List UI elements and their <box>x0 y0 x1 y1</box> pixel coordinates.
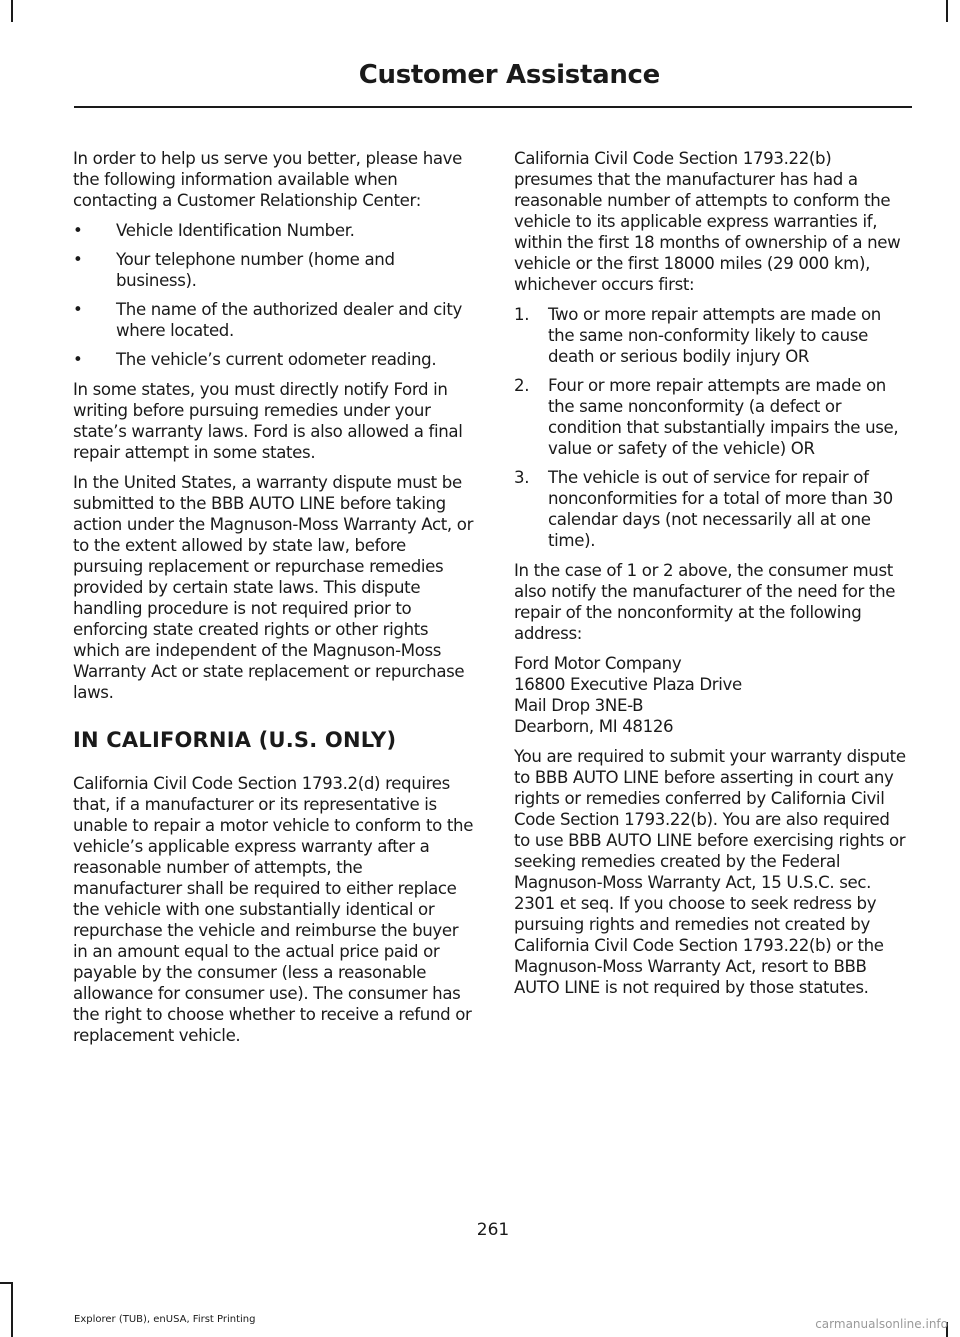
header-divider <box>74 106 912 108</box>
left-column <box>73 148 475 1055</box>
list-item <box>73 349 475 370</box>
intro-paragraph: In order to help us serve you better, please have the following information available when contacting a Customer Relationship Center: <box>73 149 463 210</box>
footer-edition: Explorer (TUB), enUSA, First Printing <box>74 1314 256 1325</box>
list-item <box>514 467 910 551</box>
list-item <box>514 375 910 459</box>
address-line: 16800 Executive Plaza Drive <box>514 675 742 694</box>
list-item-text: The name of the authorized dealer and city where located. <box>116 300 462 340</box>
crop-mark-bottom-left-horizontal <box>0 1282 13 1284</box>
address-line: Mail Drop 3NE-B <box>514 696 644 715</box>
list-item-number: 2. <box>514 376 530 395</box>
bullet-icon: • <box>73 300 83 319</box>
bullet-icon: • <box>73 350 83 369</box>
list-item-text: The vehicle’s current odometer reading. <box>116 350 437 369</box>
list-item <box>514 304 910 367</box>
notify-paragraph: In the case of 1 or 2 above, the consumer must also notify the manufacturer of the need for the repair of the nonconformity at the following address: <box>514 561 896 643</box>
list-item <box>73 249 475 291</box>
bullet-icon: • <box>73 221 83 240</box>
page-number: 261 <box>476 1220 510 1240</box>
watermark: carmanualsonline.info <box>815 1317 948 1331</box>
list-item-number: 1. <box>514 305 530 324</box>
civil-code-intro-paragraph: California Civil Code Section 1793.22(b) presumes that the manufacturer has had a reasonable number of attempts to conform the vehicle to its applicable express warranties if, within the first 18 months of ownership of a new vehicle or the first 18000 miles (29 000 km), whichever occurs first: <box>514 149 901 294</box>
list-item-text: Your telephone number (home and business). <box>116 250 395 290</box>
list-item-text: Vehicle Identification Number. <box>116 221 355 240</box>
list-item-number: 3. <box>514 468 530 487</box>
address-line: Ford Motor Company <box>514 654 682 673</box>
california-heading: IN CALIFORNIA (U.S. ONLY) <box>73 728 397 752</box>
list-item <box>73 299 475 341</box>
address-line: Dearborn, MI 48126 <box>514 717 674 736</box>
list-item-text: The vehicle is out of service for repair of nonconformities for a total of more than 30 calendar days (not necessarily all at one time). <box>548 468 893 550</box>
states-paragraph: In some states, you must directly notify Ford in writing before pursuing remedies under your state’s warranty laws. Ford is also allowed a final repair attempt in some states. <box>73 380 463 462</box>
conditions-numbered-list <box>514 304 910 551</box>
required-paragraph: You are required to submit your warranty dispute to BBB AUTO LINE before asserting in court any rights or remedies conferred by California Civil Code Section 1793.22(b). You are also required to use BBB AUTO LINE before exercising rights or seeking remedies created by the Federal Magnuson-Moss Warranty Act, 15 U.S.C. sec. 2301 et seq. If you choose to seek redress by pursuing rights and remedies not created by California Civil Code Section 1793.22(b) or the Magnuson-Moss Warranty Act, resort to BBB AUTO LINE is not required by those statutes. <box>514 747 906 997</box>
crop-mark-top-left <box>11 0 13 22</box>
california-paragraph: California Civil Code Section 1793.2(d) requires that, if a manufacturer or its representative is unable to repair a motor vehicle to conform to the vehicle’s applicable express warranty after a reasonable number of attempts, the manufacturer shall be required to either replace the vehicle with one substantially identical or repurchase the vehicle and reimburse the buyer in an amount equal to the actual price paid or payable by the consumer (less a reasonable allowance for consumer use). The consumer has the right to choose whether to receive a refund or replacement vehicle. <box>73 774 474 1045</box>
us-dispute-paragraph: In the United States, a warranty dispute must be submitted to the BBB AUTO LINE before taking action under the Magnuson-Moss Warranty Act, or to the extent allowed by state law, before pursuing replacement or repurchase remedies provided by certain state laws. This dispute handling procedure is not required prior to enforcing state created rights or other rights which are independent of the Magnuson-Moss Warranty Act or state replacement or repurchase laws. <box>73 473 474 702</box>
mailing-address <box>514 653 910 737</box>
crop-mark-top-right <box>946 0 948 22</box>
crop-mark-bottom-left <box>11 1282 13 1337</box>
info-bullet-list <box>73 220 475 370</box>
right-column <box>514 148 910 1007</box>
list-item <box>73 220 475 241</box>
bullet-icon: • <box>73 250 83 269</box>
page-title: Customer Assistance <box>358 60 660 90</box>
list-item-text: Four or more repair attempts are made on the same nonconformity (a defect or condition that substantially impairs the use, value or safety of the vehicle) OR <box>548 376 899 458</box>
list-item-text: Two or more repair attempts are made on the same non-conformity likely to cause death or serious bodily injury OR <box>548 305 881 366</box>
